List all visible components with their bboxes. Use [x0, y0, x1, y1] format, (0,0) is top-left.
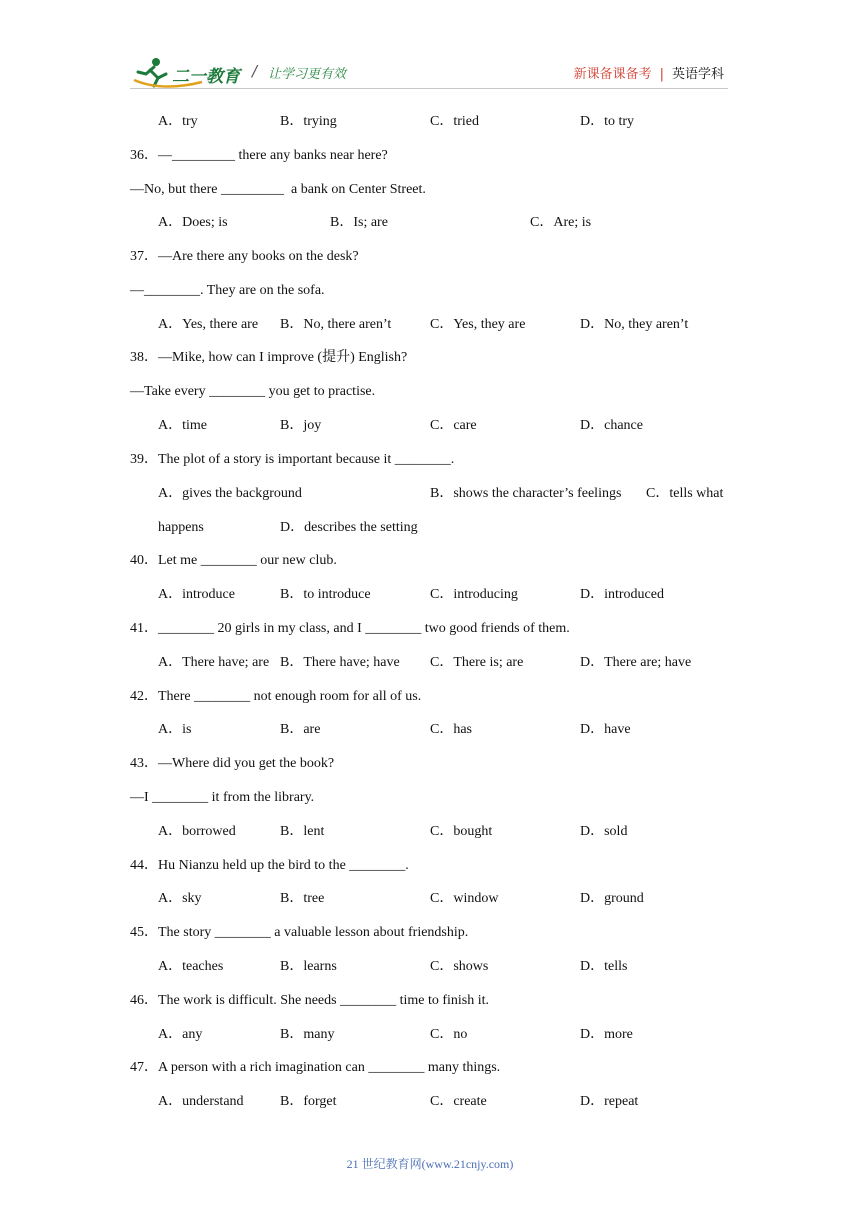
option-d: D．more [580, 1027, 633, 1042]
option-b: B．learns [280, 959, 337, 974]
option-a: A．try [158, 114, 198, 129]
option-c: C．create [430, 1094, 487, 1109]
option-c: C．shows [430, 959, 489, 974]
option-c: C．Yes, they are [430, 317, 526, 332]
question-43: 43．—Where did you get the book? [130, 756, 335, 771]
option-c: C．introducing [430, 587, 518, 602]
option-b: B．Is; are [330, 215, 388, 230]
question-44: 44．Hu Nianzu held up the bird to the ________. [130, 858, 409, 873]
option-c: C．window [430, 891, 499, 906]
option-b: B．many [280, 1027, 335, 1042]
question-46: 46．The work is difficult. She needs ________ time to finish it. [130, 993, 490, 1008]
option-a: A．Does; is [158, 215, 228, 230]
header-right [574, 63, 724, 82]
page-footer: 21 世纪教育网(www.21cnjy.com) [346, 1157, 514, 1171]
question-36: 36．—_________ there any banks near here? [130, 148, 388, 163]
header-separator: | [659, 67, 664, 82]
option-c: C．There is; are [430, 655, 524, 670]
option-b: B．tree [280, 891, 325, 906]
option-a: A．Yes, there are [158, 317, 259, 332]
option-d: D．chance [580, 418, 643, 433]
option-a: A．any [158, 1027, 203, 1042]
question-36-line2: —No, but there _________ a bank on Center Street. [130, 182, 426, 197]
option-d: D．introduced [580, 587, 664, 602]
question-38-line2: —Take every ________ you get to practise. [130, 384, 376, 399]
question-41: 41．________ 20 girls in my class, and I ________ two good friends of them. [130, 621, 570, 636]
option-c: C．bought [430, 824, 493, 839]
option-a: A．There have; are [158, 655, 270, 670]
option-a: A．sky [158, 891, 202, 906]
option-d: D．No, they aren’t [580, 317, 689, 332]
option-c: C．no [430, 1027, 468, 1042]
option-c: C．has [430, 722, 472, 737]
header-right-label: 新课备课备考 [573, 67, 652, 82]
option-a: A．teaches [158, 959, 224, 974]
question-42: 42．There ________ not enough room for all of us. [130, 689, 422, 704]
option-d: D．to try [580, 114, 635, 129]
option-d: D．There are; have [580, 655, 692, 670]
question-43-line2: —I ________ it from the library. [130, 790, 315, 805]
option-b: B．No, there aren’t [280, 317, 392, 332]
option-d: D．describes the setting [280, 520, 418, 535]
option-d: D．tells [580, 959, 628, 974]
header-rule [130, 88, 728, 89]
option-b: B．to introduce [280, 587, 371, 602]
option-a: A．understand [158, 1094, 244, 1109]
option-c: C．care [430, 418, 477, 433]
option-b: B．forget [280, 1094, 337, 1109]
option-d: D．sold [580, 824, 628, 839]
option-a: A．borrowed [158, 824, 236, 839]
option-a: A．gives the background [158, 486, 302, 501]
option-d: D．repeat [580, 1094, 639, 1109]
option-b: B．trying [280, 114, 337, 129]
option-c: C．Are; is [530, 215, 592, 230]
option-b: B．There have; have [280, 655, 400, 670]
option-c: C．tried [430, 114, 479, 129]
option-b: B．shows the character’s feelings [430, 486, 622, 501]
option-d: D．ground [580, 891, 644, 906]
option-c-continued: happens [158, 520, 204, 535]
slogan: 让学习更有效 [268, 67, 347, 82]
page-header [0, 0, 860, 100]
option-d: D．have [580, 722, 631, 737]
question-37-line2: —________. They are on the sofa. [130, 283, 325, 298]
option-a: A．is [158, 722, 192, 737]
option-a: A．time [158, 418, 207, 433]
option-a: A．introduce [158, 587, 235, 602]
question-39: 39．The plot of a story is important because it ________. [130, 452, 455, 467]
question-38: 38．—Mike, how can I improve (提升) English? [130, 350, 408, 365]
question-37: 37．—Are there any books on the desk? [130, 249, 359, 264]
option-b: B．lent [280, 824, 325, 839]
option-c: C．tells what [646, 486, 724, 501]
header-divider-slash: / [252, 62, 258, 80]
header-subject: 英语学科 [671, 67, 724, 82]
option-b: B．joy [280, 418, 322, 433]
logo-text: 二一教育 [172, 67, 240, 87]
option-b: B．are [280, 722, 321, 737]
question-47: 47．A person with a rich imagination can ________ many things. [130, 1060, 501, 1075]
question-45: 45．The story ________ a valuable lesson about friendship. [130, 925, 469, 940]
question-40: 40．Let me ________ our new club. [130, 553, 337, 568]
